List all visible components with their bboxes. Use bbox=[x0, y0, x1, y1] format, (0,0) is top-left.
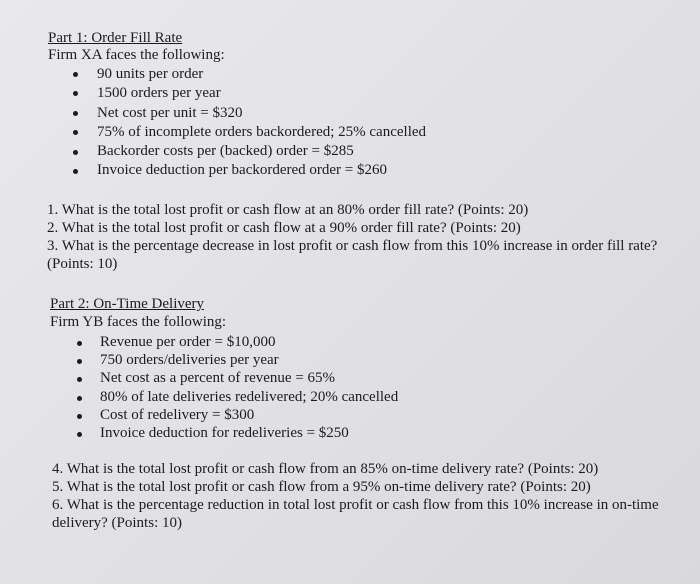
list-item: Net cost as a percent of revenue = 65% bbox=[100, 370, 336, 386]
list-item: 80% of late deliveries redelivered; 20% cancelled bbox=[100, 389, 399, 405]
bullet-icon bbox=[73, 72, 78, 77]
bullet-icon bbox=[77, 341, 82, 346]
bullet-icon bbox=[73, 150, 78, 155]
question-6-points: delivery? (Points: 10) bbox=[52, 515, 182, 531]
bullet-icon bbox=[73, 130, 78, 135]
part1-heading: Part 1: Order Fill Rate bbox=[48, 30, 183, 46]
list-item: Net cost per unit = $320 bbox=[97, 105, 243, 121]
question-2: 2. What is the total lost profit or cash flow at a 90% order fill rate? (Points: 20) bbox=[47, 220, 521, 236]
question-4: 4. What is the total lost profit or cash flow from an 85% on-time delivery rate? (Points: 20) bbox=[52, 461, 599, 477]
part2-heading: Part 2: On-Time Delivery bbox=[50, 296, 205, 312]
bullet-icon bbox=[77, 396, 82, 401]
question-5: 5. What is the total lost profit or cash flow from a 95% on-time delivery rate? (Points: 20) bbox=[52, 479, 591, 495]
bullet-icon bbox=[77, 377, 82, 382]
part2-intro: Firm YB faces the following: bbox=[50, 314, 227, 330]
question-3: 3. What is the percentage decrease in lost profit or cash flow from this 10% increase in order fill rate? bbox=[47, 238, 658, 254]
list-item: Invoice deduction for redeliveries = $250 bbox=[100, 425, 349, 441]
question-3-points: (Points: 10) bbox=[47, 256, 118, 272]
bullet-icon bbox=[73, 91, 78, 96]
bullet-icon bbox=[73, 111, 78, 116]
list-item: 1500 orders per year bbox=[97, 85, 221, 101]
list-item: Cost of redelivery = $300 bbox=[100, 407, 255, 423]
bullet-icon bbox=[77, 359, 82, 364]
question-1: 1. What is the total lost profit or cash flow at an 80% order fill rate? (Points: 20) bbox=[47, 202, 529, 218]
bullet-icon bbox=[77, 414, 82, 419]
list-item: 750 orders/deliveries per year bbox=[100, 352, 279, 368]
part1-intro: Firm XA faces the following: bbox=[48, 47, 225, 63]
bullet-icon bbox=[73, 169, 78, 174]
list-item: Invoice deduction per backordered order = $260 bbox=[97, 162, 388, 178]
list-item: 90 units per order bbox=[97, 66, 204, 82]
list-item: Revenue per order = $10,000 bbox=[100, 334, 276, 350]
list-item: Backorder costs per (backed) order = $285 bbox=[97, 143, 354, 159]
list-item: 75% of incomplete orders backordered; 25% cancelled bbox=[97, 124, 427, 140]
question-6: 6. What is the percentage reduction in total lost profit or cash flow from this 10% increase in on-time bbox=[52, 497, 659, 513]
bullet-icon bbox=[77, 432, 82, 437]
